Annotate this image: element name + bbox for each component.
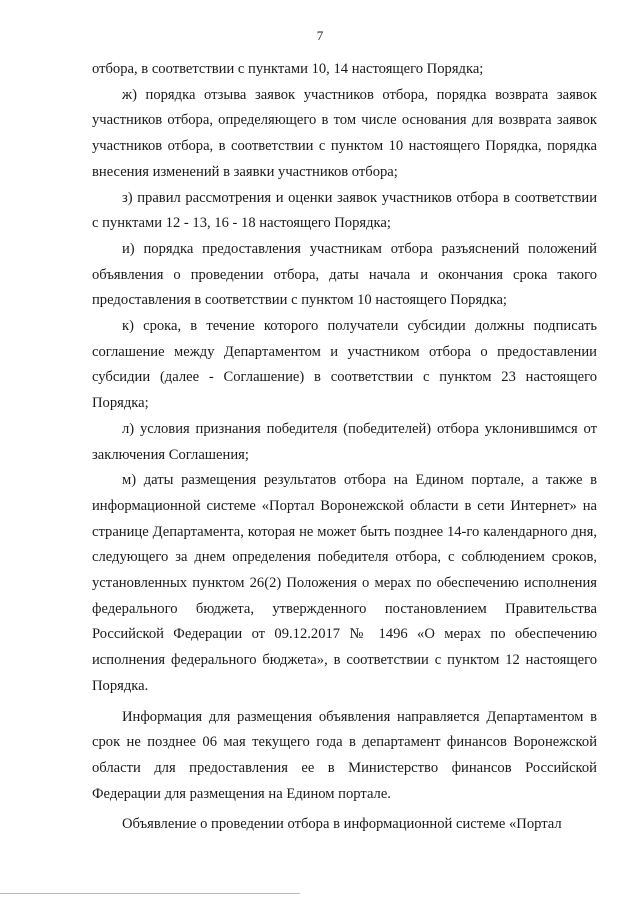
paragraph-item-zh: ж) порядка отзыва заявок участников отбора, порядка возврата заявок участников отбора, определяющего в том числе основания для возврата заявок участников отбора, в соответствии с пунктом 10 настоящего Порядка, порядка внесения изменений в заявки участников отбора;	[92, 86, 597, 180]
bottom-scan-line	[0, 893, 300, 894]
paragraph-continuation: отбора, в соответствии с пунктами 10, 14 настоящего Порядка;	[92, 61, 484, 77]
paragraph-item-k: к) срока, в течение которого получатели субсидии должны подписать соглашение между Департаментом и участником отбора о предоставлении субсидии (далее - Соглашение) в соответствии с пунктом 23 настоящего Порядка;	[92, 318, 597, 412]
paragraph-announcement: Объявление о проведении отбора в информационной системе «Портал	[122, 816, 562, 833]
paragraph-information: Информация для размещения объявления направляется Департаментом в срок не позднее 06 мая текущего года в департамент финансов Воронежской области для предоставления ее в Министерство финансов Российской Федерации для размещения на Едином портале.	[92, 708, 597, 802]
paragraph-item-l: л) условия признания победителя (победителей) отбора уклонившимся от заключения Соглашения;	[92, 420, 597, 463]
paragraph-item-i: и) порядка предоставления участникам отбора разъяснений положений объявления о проведении отбора, даты начала и окончания срока такого предоставления в соответствии с пунктом 10 настоящего Порядка;	[92, 240, 597, 309]
page-number: 7	[316, 28, 324, 43]
document-body	[92, 57, 597, 838]
paragraph-item-z: з) правил рассмотрения и оценки заявок участников отбора в соответствии с пунктами 12 - 13, 16 - 18 настоящего Порядка;	[92, 189, 597, 232]
paragraph-item-m: м) даты размещения результатов отбора на Едином портале, а также в информационной системе «Портал Воронежской области в сети Интернет» на странице Департамента, которая не может быть позднее 14-го календарного дня, следующего за днем определения победителя отбора, с соблюдением сроков, установленных пунктом 26(2) Положения о мерах по обеспечению исполнения федерального бюджета, утвержденного постановлением Правительства Российской Федерации от 09.12.2017 № 1496 «О мерах по обеспечению исполнения федерального бюджета», в соответствии с пунктом 12 настоящего Порядка.	[92, 472, 597, 694]
